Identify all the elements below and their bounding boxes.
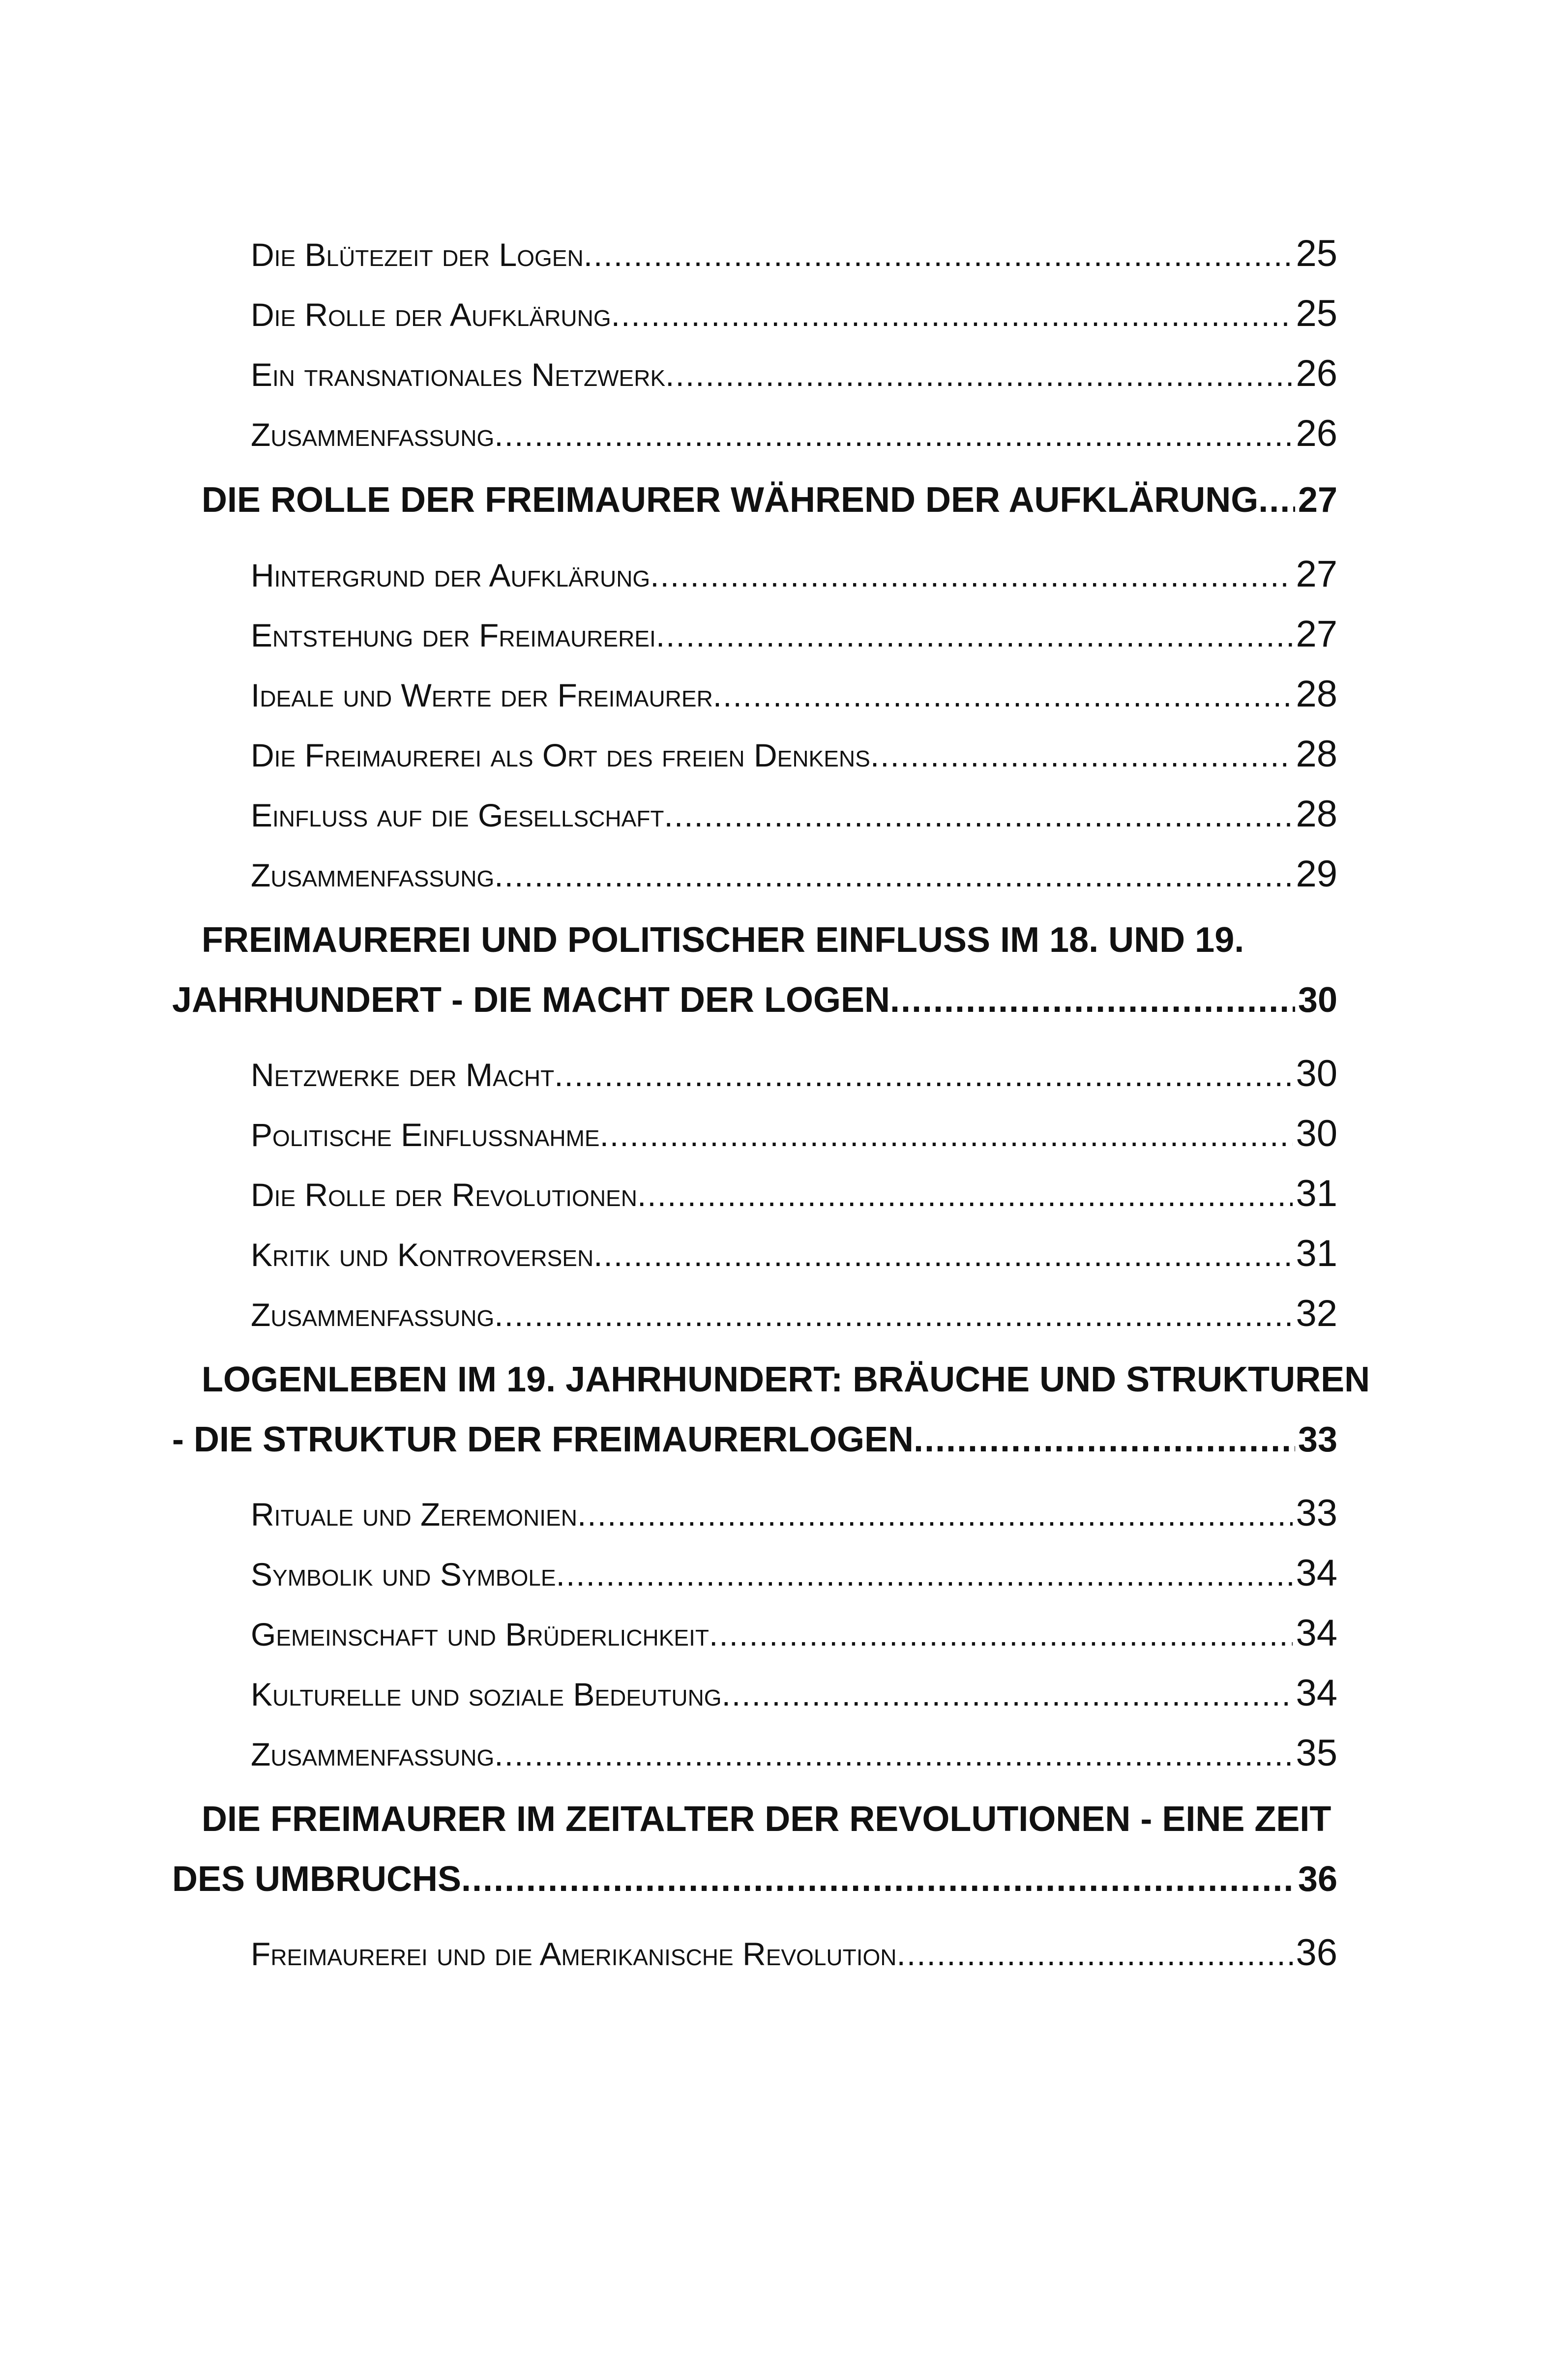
dot-leader xyxy=(650,545,1293,605)
toc-chapter-title: DIE ROLLE DER FREIMAURER WÄHREND DER AUFKLÄRUNG xyxy=(202,480,1259,520)
toc-entry[interactable] xyxy=(251,1483,1337,1543)
toc-entry-title: Zusammenfassung xyxy=(251,1297,495,1333)
toc-entry-page: 28 xyxy=(1296,733,1337,775)
toc-entry[interactable] xyxy=(251,1224,1337,1284)
toc-chapter-page: 30 xyxy=(1298,980,1337,1020)
dot-leader xyxy=(664,785,1293,845)
toc-chapter-title-line1: DIE FREIMAURER IM ZEITALTER DER REVOLUTIONEN - EINE ZEIT xyxy=(202,1800,1331,1839)
toc-entry-page: 30 xyxy=(1296,1113,1337,1154)
toc-entry-page: 35 xyxy=(1296,1732,1337,1774)
toc-entry[interactable] xyxy=(251,1723,1337,1783)
toc-entry[interactable] xyxy=(251,1164,1337,1224)
toc-entry-page: 31 xyxy=(1296,1233,1337,1274)
dot-leader xyxy=(554,1045,1293,1105)
dot-leader xyxy=(556,1544,1293,1604)
toc-entry-title: Zusammenfassung xyxy=(251,1736,495,1772)
dot-leader xyxy=(870,725,1293,785)
toc-entry[interactable] xyxy=(251,544,1337,604)
toc-entry-page: 28 xyxy=(1296,793,1337,835)
toc-chapter-page: 27 xyxy=(1298,480,1337,520)
toc-entry-page: 27 xyxy=(1296,613,1337,655)
toc-entry-page: 31 xyxy=(1296,1173,1337,1214)
dot-leader xyxy=(494,845,1293,905)
toc-entry-page: 27 xyxy=(1296,553,1337,595)
dot-leader xyxy=(890,970,1295,1030)
toc-entry-title: Kritik und Kontroversen xyxy=(251,1237,594,1273)
dot-leader xyxy=(611,285,1293,345)
toc-entry[interactable] xyxy=(251,284,1337,344)
toc-entry-title: Symbolik und Symbole xyxy=(251,1556,556,1593)
toc-entry-title: Einfluss auf die Gesellschaft xyxy=(251,797,664,833)
toc-entry[interactable] xyxy=(251,1603,1337,1663)
dot-leader xyxy=(897,1924,1293,1984)
toc-entry[interactable] xyxy=(251,1663,1337,1723)
dot-leader xyxy=(600,1105,1293,1165)
toc-entry-title: Zusammenfassung xyxy=(251,416,495,453)
toc-entry-page: 30 xyxy=(1296,1053,1337,1094)
dot-leader xyxy=(722,1664,1293,1724)
toc-entry-page: 34 xyxy=(1296,1552,1337,1594)
dot-leader xyxy=(494,1724,1293,1784)
toc-entry[interactable] xyxy=(251,724,1337,784)
toc-entry-page: 36 xyxy=(1296,1932,1337,1974)
toc-chapter-title-line1: FREIMAUREREI UND POLITISCHER EINFLUSS IM 18. UND 19. xyxy=(202,920,1244,960)
dot-leader xyxy=(656,605,1293,665)
toc-entry-page: 26 xyxy=(1296,353,1337,394)
table-of-contents xyxy=(172,224,1370,1983)
toc-entry-page: 34 xyxy=(1296,1672,1337,1714)
dot-leader xyxy=(665,345,1293,405)
dot-leader xyxy=(637,1165,1293,1225)
toc-entry-page: 28 xyxy=(1296,673,1337,715)
toc-entry-title: Zusammenfassung xyxy=(251,857,495,893)
toc-entry-title: Die Freimaurerei als Ort des freien Denkens xyxy=(251,737,870,773)
toc-entry-title: Die Blütezeit der Logen xyxy=(251,236,584,273)
toc-chapter-page: 33 xyxy=(1298,1420,1337,1459)
toc-chapter-page: 36 xyxy=(1298,1859,1337,1899)
toc-entry[interactable] xyxy=(251,224,1337,284)
toc-entry-page: 33 xyxy=(1296,1492,1337,1534)
toc-entry[interactable] xyxy=(251,784,1337,844)
toc-entry-title: Hintergrund der Aufklärung xyxy=(251,557,651,593)
toc-entry-title: Entstehung der Freimaurerei xyxy=(251,617,656,653)
toc-entry-title: Ein transnationales Netzwerk xyxy=(251,356,666,393)
toc-entry[interactable] xyxy=(251,344,1337,404)
toc-entry[interactable] xyxy=(251,404,1337,464)
toc-entry[interactable] xyxy=(251,664,1337,724)
dot-leader xyxy=(914,1410,1295,1470)
toc-entry[interactable] xyxy=(251,604,1337,664)
toc-entry-page: 25 xyxy=(1296,233,1337,274)
dot-leader xyxy=(713,665,1293,725)
toc-entry-page: 29 xyxy=(1296,853,1337,895)
toc-entry-title: Die Rolle der Aufklärung xyxy=(251,296,611,333)
toc-entry-page: 26 xyxy=(1296,413,1337,454)
toc-chapter[interactable] xyxy=(172,1789,1337,1909)
toc-entry-page: 34 xyxy=(1296,1612,1337,1654)
toc-entry-page: 32 xyxy=(1296,1293,1337,1334)
dot-leader xyxy=(709,1604,1293,1664)
toc-chapter-title-line1: LOGENLEBEN IM 19. JAHRHUNDERT: BRÄUCHE UND STRUKTUREN xyxy=(202,1360,1370,1399)
dot-leader xyxy=(461,1849,1295,1909)
toc-entry[interactable] xyxy=(251,1104,1337,1164)
dot-leader xyxy=(494,1285,1293,1345)
toc-entry-title: Rituale und Zeremonien xyxy=(251,1496,577,1533)
toc-entry-title: Freimaurerei und die Amerikanische Revolution xyxy=(251,1936,897,1972)
toc-chapter[interactable] xyxy=(172,910,1337,1030)
toc-chapter-title-line2: - DIE STRUKTUR DER FREIMAURERLOGEN xyxy=(172,1420,914,1459)
dot-leader xyxy=(593,1225,1293,1285)
toc-entry[interactable] xyxy=(251,1543,1337,1603)
toc-entry-title: Politische Einflussnahme xyxy=(251,1117,600,1153)
toc-entry[interactable] xyxy=(251,1923,1337,1983)
dot-leader xyxy=(577,1484,1293,1544)
toc-entry-title: Die Rolle der Revolutionen xyxy=(251,1177,637,1213)
toc-entry-page: 25 xyxy=(1296,293,1337,334)
toc-entry-title: Ideale und Werte der Freimaurer xyxy=(251,677,713,713)
dot-leader xyxy=(494,405,1293,465)
toc-entry-title: Gemeinschaft und Brüderlichkeit xyxy=(251,1616,709,1652)
toc-chapter[interactable] xyxy=(172,1350,1370,1470)
toc-chapter-title-line2: DES UMBRUCHS xyxy=(172,1859,462,1899)
toc-chapter-title-line2: JAHRHUNDERT - DIE MACHT DER LOGEN xyxy=(172,980,890,1020)
dot-leader xyxy=(584,225,1293,285)
toc-entry[interactable] xyxy=(251,1284,1337,1344)
toc-entry[interactable] xyxy=(251,1044,1337,1104)
toc-entry-title: Netzwerke der Macht xyxy=(251,1057,555,1093)
toc-chapter[interactable] xyxy=(202,471,1337,530)
toc-entry[interactable] xyxy=(251,844,1337,904)
dot-leader xyxy=(1258,471,1295,530)
toc-entry-title: Kulturelle und soziale Bedeutung xyxy=(251,1676,722,1712)
